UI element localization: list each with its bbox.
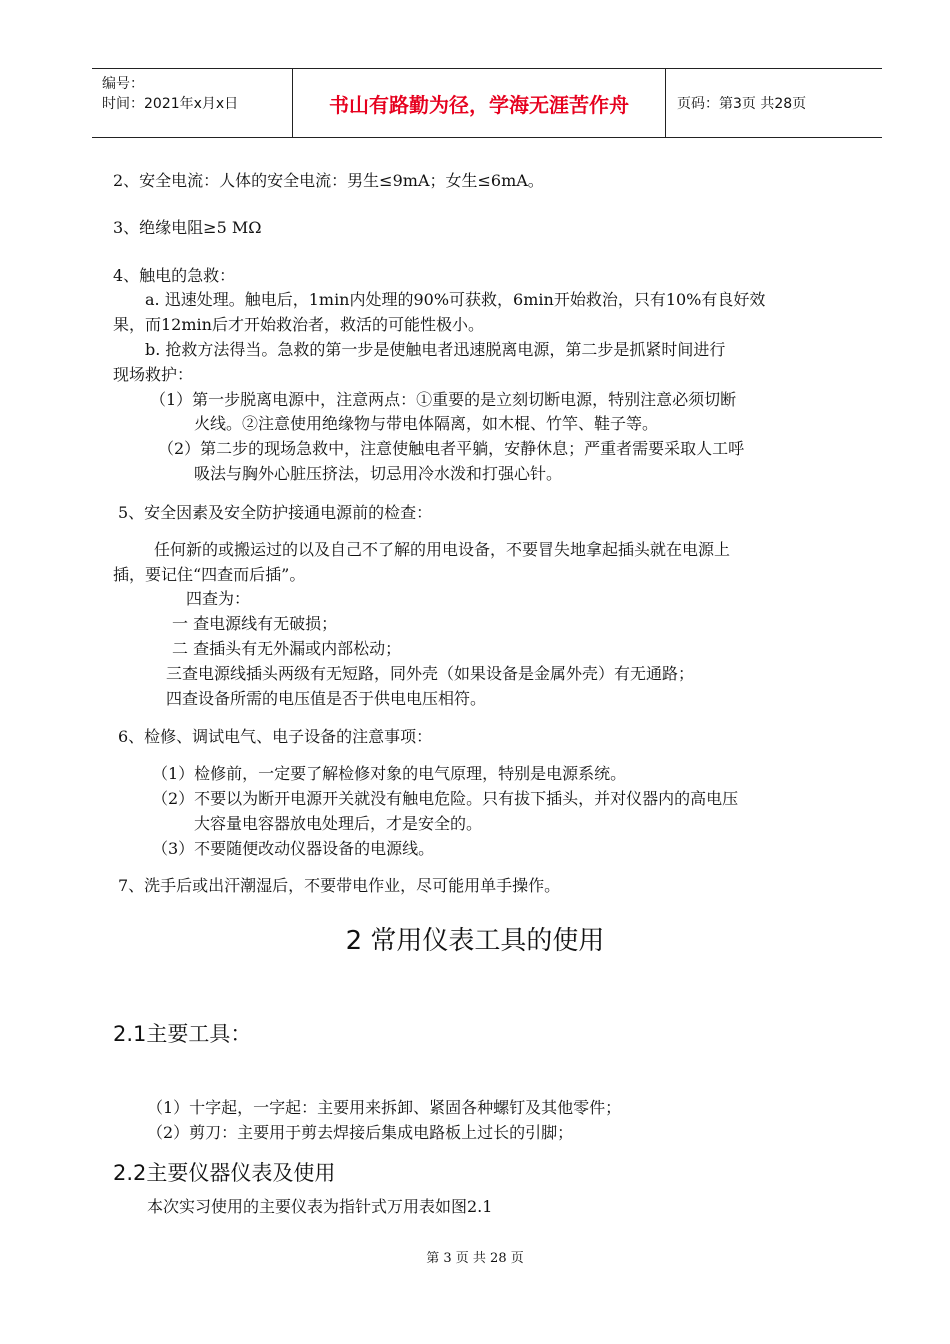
para-first-aid: 4、触电的急救： — [113, 266, 236, 285]
para-safety-check-a1: 任何新的或搬运过的以及自己不了解的用电设备，不要冒失地拿起插头就在电源上 — [154, 540, 731, 559]
para-first-aid-a2: 果，而12min后才开始救治者，救活的可能性极小。 — [113, 315, 484, 334]
para-check-4: 四查设备所需的电压值是否于供电电压相符。 — [166, 689, 487, 708]
para-first-aid-a1: a. 迅速处理。触电后，1min内处理的90%可获救，6min开始救治，只有10%有良好效 — [145, 290, 766, 309]
para-first-aid-b-2b: 吸法与胸外心脏压挤法，切忌用冷水泼和打强心针。 — [194, 464, 563, 483]
header-info-cell — [92, 69, 293, 137]
subsection-instruments: 2.2主要仪器仪表及使用 — [113, 1161, 336, 1185]
page-header — [92, 68, 882, 138]
para-four-checks-title: 四查为： — [186, 589, 251, 608]
para-maintenance: 6、检修、调试电气、电子设备的注意事项： — [118, 727, 433, 746]
para-first-aid-b1: b. 抢救方法得当。急救的第一步是使触电者迅速脱离电源，第二步是抓紧时间进行 — [145, 340, 726, 359]
para-insulation: 3、绝缘电阻≥5 MΩ — [113, 218, 262, 237]
para-safety-check-a2: 插，要记住“四查而后插”。 — [113, 565, 306, 584]
para-check-1: 一 查电源线有无破损； — [172, 614, 338, 633]
page-footer: 第 3 页 共 28 页 — [426, 1251, 524, 1266]
para-maintenance-1: （1）检修前，一定要了解检修对象的电气原理，特别是电源系统。 — [152, 764, 627, 783]
para-first-aid-b-2a: （2）第二步的现场急救中，注意使触电者平躺，安静休息；严重者需要采取人工呼 — [158, 439, 745, 458]
para-check-3: 三查电源线插头两级有无短路，同外壳（如果设备是金属外壳）有无通路； — [166, 664, 695, 683]
para-instrument: 本次实习使用的主要仪表为指针式万用表如图2.1 — [147, 1197, 493, 1216]
para-safe-current: 2、安全电流：人体的安全电流：男生≤9mA；女生≤6mA。 — [113, 171, 544, 190]
subsection-tools: 2.1主要工具： — [113, 1022, 252, 1046]
para-first-aid-b-1a: （1）第一步脱离电源中，注意两点：①重要的是立刻切断电源，特别注意必须切断 — [150, 390, 737, 409]
para-maintenance-2a: （2）不要以为断开电源开关就没有触电危险。只有拔下插头，并对仪器内的高电压 — [152, 789, 739, 808]
time-label: 时间：2021年x月x日 — [102, 96, 239, 112]
section-title: 2 常用仪表工具的使用 — [345, 926, 605, 956]
para-safety-check: 5、安全因素及安全防护接通电源前的检查： — [118, 503, 433, 522]
para-tool-2: （2）剪刀：主要用于剪去焊接后集成电路板上过长的引脚； — [147, 1123, 574, 1142]
para-first-aid-b-1b: 火线。②注意使用绝缘物与带电体隔离，如木棍、竹竿、鞋子等。 — [194, 414, 659, 433]
header-motto: 书山有路勤为径，学海无涯苦作舟 — [293, 69, 666, 137]
para-check-2: 二 查插头有无外漏或内部松动； — [172, 639, 402, 658]
para-wet-hands: 7、洗手后或出汗潮湿后，不要带电作业，尽可能用单手操作。 — [118, 876, 561, 895]
para-tool-1: （1）十字起，一字起：主要用来拆卸、紧固各种螺钉及其他零件； — [147, 1098, 622, 1117]
header-page-label: 页码：第3页 共28页 — [677, 96, 807, 112]
para-maintenance-2b: 大容量电容器放电处理后，才是安全的。 — [194, 814, 483, 833]
para-first-aid-b2: 现场救护： — [113, 365, 194, 384]
para-maintenance-3: （3）不要随便改动仪器设备的电源线。 — [152, 839, 435, 858]
number-label: 编号： — [102, 76, 144, 92]
